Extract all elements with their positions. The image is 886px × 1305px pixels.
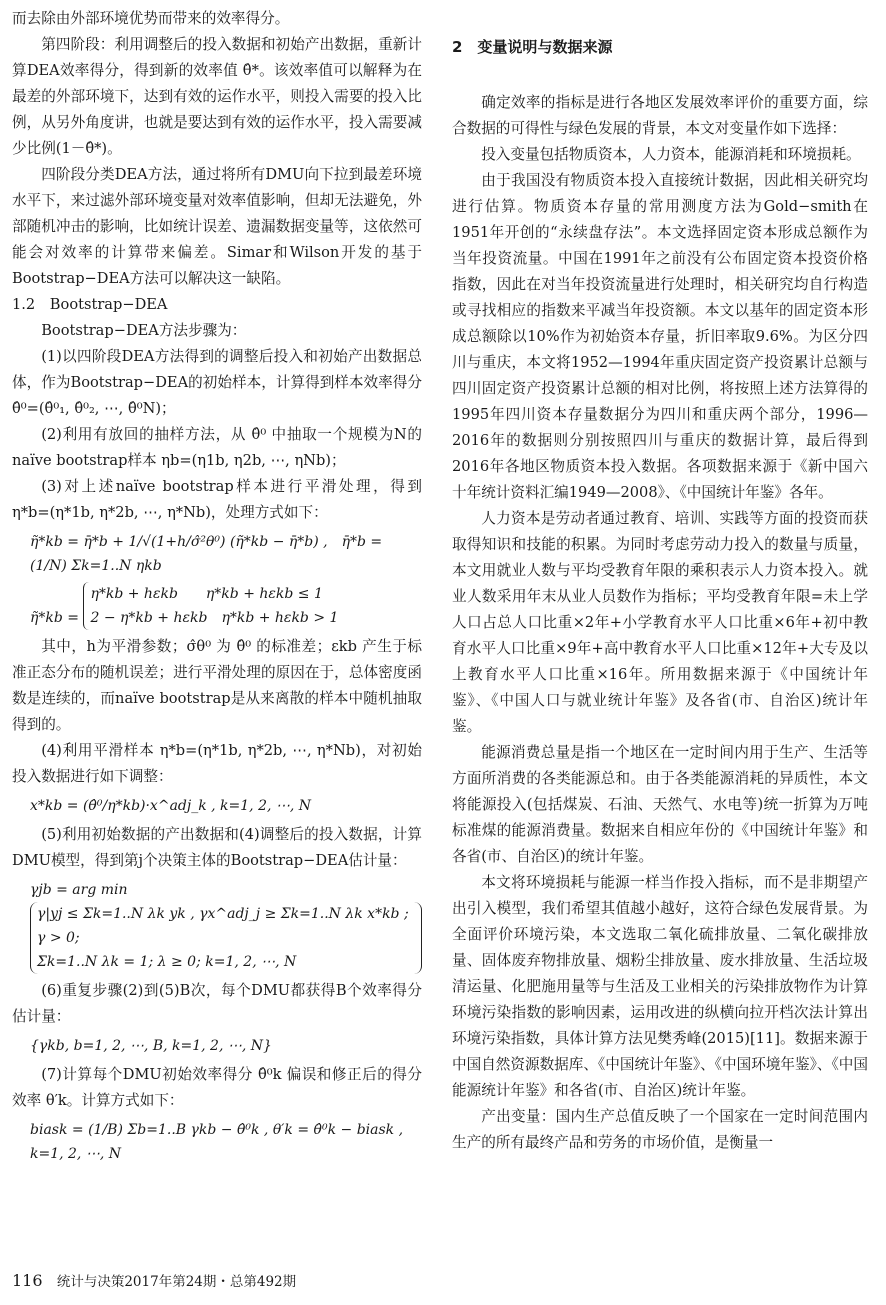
paragraph: (1)以四阶段DEA方法得到的调整后投入和初始产出数据总体，作为Bootstrap−DEA的初始样本，计算得到样本效率得分 θ̂⁰=(θ̂⁰₁, θ̂⁰₂, ⋯, θ̂⁰N)； bbox=[12, 348, 422, 417]
paragraph: 产出变量：国内生产总值反映了一个国家在一定时间范围内生产的所有最终产品和劳务的市场价值，是衡量一 bbox=[452, 1108, 868, 1151]
equation-piecewise bbox=[30, 582, 422, 630]
paragraph: 能源消费总量是指一个地区在一定时间内用于生产、生活等方面所消费的各类能源总和。由于各类能源消耗的异质性，本文将能源投入(包括煤炭、石油、天然气、水电等)统一折算为万吨标准煤的能源消费量。数据来自相应年份的《中国统计年鉴》和各省(市、自治区)的统计年鉴。 bbox=[452, 744, 868, 865]
equation-case: η*kb + hεkb η*kb + hεkb ≤ 1 bbox=[90, 586, 323, 602]
paragraph: (5)利用初始数据的产出数据和(4)调整后的投入数据，计算DMU模型，得到第j个决策主体的Bootstrap−DEA估计量： bbox=[12, 826, 422, 869]
equation-set: {γkb, b=1, 2, ⋯, B, k=1, 2, ⋯, N} bbox=[30, 1038, 272, 1054]
paragraph: (6)重复步骤(2)到(5)B次，每个DMU都获得B个效率得分估计量： bbox=[12, 982, 422, 1025]
equation-estimator bbox=[30, 878, 422, 974]
right-column bbox=[452, 6, 868, 1156]
page-footer bbox=[12, 1270, 296, 1290]
paragraph: 人力资本是劳动者通过教育、培训、实践等方面的投资而获取得知识和技能的积累。为同时考虑劳动力投入的数量与质量，本文用就业人数与平均受教育年限的乘积表示人力资本投入。就业人数采用年末从业人员数作为指标；平均受教育年限=未上学人口占总人口比重×2年+小学教育水平人口比重×6年+初中教育水平人口比重×9年+高中教育水平人口比重×12年+大专及以上教育水平人口比重×16年。所用数据来源于《中国统计年鉴》、《中国人口与就业统计年鉴》及各省(市、自治区)统计年鉴。 bbox=[452, 510, 868, 735]
equation-lhs: γjb = arg min bbox=[30, 882, 128, 898]
paragraph: 投入变量包括物质资本，人力资本，能源消耗和环境损耗。 bbox=[481, 146, 861, 163]
equation-lhs: η̃*kb = bbox=[30, 610, 80, 626]
piecewise-brace bbox=[83, 582, 338, 630]
equation-smoothing: η̃*kb = η̄*b + 1/√(1+h/σ̂²θ⁰) (η̃*kb − η̄*b) , η̄*b = (1/N) Σk=1..N ηkb bbox=[30, 534, 383, 574]
paragraph: Bootstrap−DEA方法步骤为： bbox=[41, 322, 247, 339]
subsection-heading: 1.2 Bootstrap−DEA bbox=[12, 296, 168, 313]
journal-info: 统计与决策2017年第24期・总第492期 bbox=[56, 1274, 297, 1290]
paragraph: 其中，h为平滑参数；σ̂θ⁰ 为 θ̂⁰ 的标准差；εkb 产生于标准正态分布的随机误差；进行平滑处理的原因在于，总体密度函数是连续的，而naïve bootstrap是从来离散的样本中随机抽取得到的。 bbox=[12, 638, 422, 733]
page-number: 116 bbox=[12, 1271, 43, 1290]
section-heading: 2 变量说明与数据来源 bbox=[452, 38, 613, 56]
paragraph: 确定效率的指标是进行各地区发展效率评价的重要方面，综合数据的可得性与绿色发展的背景，本文对变量作如下选择： bbox=[452, 94, 868, 137]
paragraph: 第四阶段：利用调整后的投入数据和初始产出数据，重新计算DEA效率得分，得到新的效率值 θ̂*。该效率值可以解释为在最差的外部环境下，达到有效的运作水平，则投入需要的投入比例，从另外角度讲，也就是要达到有效的运作水平，投入需要减少比例(1－θ̂*)。 bbox=[12, 36, 422, 157]
equation-adjust: x*kb = (θ̂⁰/η*kb)·x^adj_k , k=1, 2, ⋯, N bbox=[30, 798, 312, 814]
equation-line: Σk=1..N λk = 1; λ ≥ 0; k=1, 2, ⋯, N bbox=[37, 954, 297, 970]
paragraph: (2)利用有放回的抽样方法，从 θ̂⁰ 中抽取一个规模为N的naïve bootstrap样本 ηb=(η1b, η2b, ⋯, ηNb)； bbox=[12, 426, 422, 469]
set-brace bbox=[30, 902, 422, 974]
paragraph: 本文将环境损耗与能源一样当作投入指标，而不是非期望产出引入模型，我们希望其值越小越好，这符合绿色发展背景。为全面评价环境污染，本文选取二氧化硫排放量、二氧化碳排放量、固体废弃物排放量、烟粉尘排放量、废水排放量、生活垃圾清运量、化肥施用量等与生活及工业相关的污染排放物作为计算环境污染指数的影响因素，运用改进的纵横向拉开档次法计算出环境污染指数，具体计算方法见樊秀峰(2015)[11]。数据来源于中国自然资源数据库、《中国统计年鉴》、《中国环境年鉴》、《中国能源统计年鉴》和各省(市、自治区)统计年鉴。 bbox=[452, 874, 868, 1099]
paragraph: (4)利用平滑样本 η*b=(η*1b, η*2b, ⋯, η*Nb)，对初始投入数据进行如下调整： bbox=[12, 742, 422, 785]
paragraph: 四阶段分类DEA方法，通过将所有DMU向下拉到最差环境水平下，来过滤外部环境变量对效率值影响，但却无法避免，外部随机冲击的影响，比如统计误差、遗漏数据变量等，这依然可能会对效率的计算带来偏差。Simar和Wilson开发的基于Bootstrap−DEA方法可以解决这一缺陷。 bbox=[12, 166, 422, 287]
equation-line: γ|yj ≤ Σk=1..N λk yk , γx^adj_j ≥ Σk=1..N λk x*kb ; γ > 0; bbox=[37, 906, 409, 946]
equation-bias: biask = (1/B) Σb=1..B γkb − θ̂⁰k , θ′k = θ̂⁰k − biask , k=1, 2, ⋯, N bbox=[30, 1122, 404, 1162]
left-column bbox=[12, 6, 422, 1170]
equation-case: 2 − η*kb + hεkb η*kb + hεkb > 1 bbox=[90, 610, 339, 626]
paragraph: (3)对上述naïve bootstrap样本进行平滑处理，得到 η*b=(η*1b, η*2b, ⋯, η*Nb)，处理方式如下： bbox=[12, 478, 422, 521]
paragraph: 由于我国没有物质资本投入直接统计数据，因此相关研究均进行估算。物质资本存量的常用测度方法为Gold−smith在1951年开创的“永续盘存法”。本文选择固定资本形成总额作为当年投资流量。中国在1991年之前没有公布固定资本投资价格指数，因此在对当年投资流量进行处理时，相关研究均自行构造或寻找相应的指数来平减当年投资额。本文以基年的固定资本形成总额除以10%作为初始资本存量，折旧率取9.6%。为区分四川与重庆，本文将1952—1994年重庆固定资产投资累计总额与四川固定资产投资累计总额的相对比例，将按照上述方法算得的1995年四川资本存量数据分为四川和重庆两个部分，1996—2016年的数据则分别按照四川与重庆的数据计算，最后得到2016年各地区物质资本投入数据。各项数据来源于《新中国六十年统计资料汇编1949—2008》、《中国统计年鉴》各年。 bbox=[452, 172, 868, 501]
paragraph: 而去除由外部环境优势而带来的效率得分。 bbox=[12, 10, 290, 27]
paragraph: (7)计算每个DMU初始效率得分 θ̂⁰k 偏误和修正后的得分效率 θ′k。计算方式如下： bbox=[12, 1066, 422, 1109]
